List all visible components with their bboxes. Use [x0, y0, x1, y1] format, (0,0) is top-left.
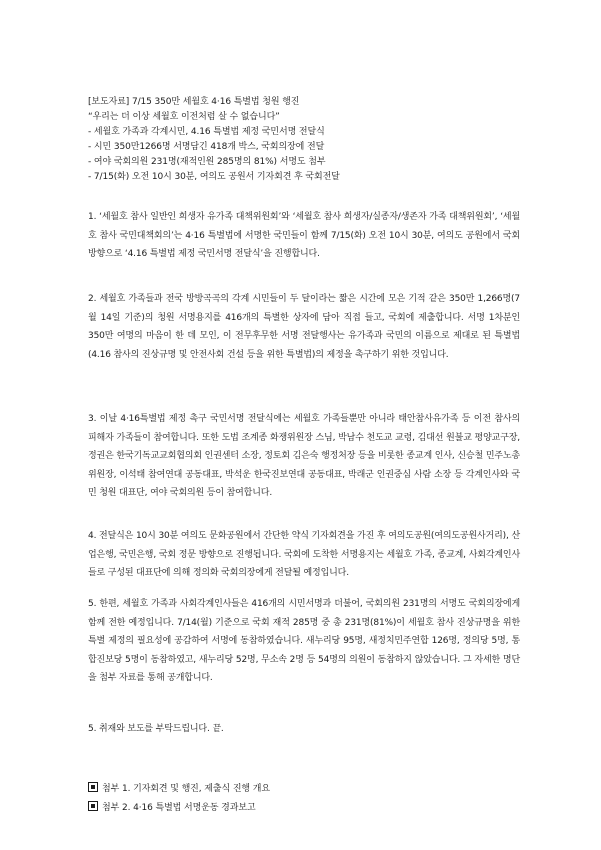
press-release-title: [보도자료] 7/15 350만 세월호 4·16 특별법 청원 행진: [88, 97, 300, 107]
press-release-header: [88, 95, 528, 185]
square-bullet-icon: [88, 782, 98, 792]
attachment-item: [88, 780, 528, 799]
paragraph-1: 1. ‘세월호 참사 일반인 희생자 유가족 대책위원회’와 ‘세월호 참사 희생자/실종자/생존자 가족 대책위원회’, ‘세월호 참사 국민대책회의’는 4·16 특별법에 서명한 국민들이 함께 7/15(화) 오전 10시 30분, 여의도 공원에서 국회 방향으로 ‘4.16 특별법 제정 국민서명 전달식’을 진행합니다.: [88, 212, 520, 259]
summary-bullet: - 여야 국회의원 231명(재적인원 285명의 81%) 서명도 첨부: [88, 157, 326, 167]
closing-paragraph: 5. 취재와 보도를 부탁드립니다. 끝.: [88, 724, 224, 734]
summary-bullet: - 7/15(화) 오전 10시 30분, 여의도 공원서 기자회견 후 국회전달: [88, 172, 340, 182]
paragraph-5: 5. 한편, 세월호 가족과 사회각계인사들은 416개의 시민서명과 더불어, 국회의원 231명의 서명도 국회의장에게 함께 전한 예정입니다. 7/14(월) 기준으로 국회 재적 285명 중 총 231명(81%)이 세월호 참사 진상규명을 위한 특별 제정의 필요성에 공감하여 서명에 동참하였습니다. 새누리당 95명, 새정치민주연합 126명, 정의당 5명, 통합진보당 5명이 동참하였고, 새누리당 52명, 무소속 2명 등 54명의 의원이 동참하지 않았습니다. 그 자세한 명단을 첨부 자료를 통해 공개합니다.: [88, 599, 520, 683]
headline-quote: “우리는 더 이상 세월호 이전처럼 살 수 없습니다”: [88, 112, 280, 122]
paragraph-2: 2. 세월호 가족들과 전국 방방곡곡의 각계 시민들이 두 달이라는 짧은 시간에 모은 기적 같은 350만 1,266명(7월 14일 기준)의 청원 서명용지를 416개의 특별한 상자에 담아 직접 들고, 국회에 제출합니다. 서명 1차분인 350만 여명의 마음이 한 데 모인, 이 전무후무한 서명 전달행사는 유가족과 국민의 이름으로 제대로 된 특별법(4.16 참사의 진상규명 및 안전사회 건설 등을 위한 특별법)의 제정을 촉구하기 위한 것입니다.: [88, 294, 520, 360]
paragraph-4: 4. 전달식은 10시 30분 여의도 문화공원에서 간단한 약식 기자회견을 가진 후 여의도공원(여의도공원사거리), 산업은행, 국민은행, 국회 정문 방향으로 진행됩니다. 국회에 도착한 서명용지는 세월호 가족, 종교계, 사회각계인사들로 구성된 대표단에 의해 정의화 국회의장에게 전달될 예정입니다.: [88, 531, 520, 578]
attachment-label: 첨부 1. 기자회견 및 행진, 제출식 진행 개요: [102, 784, 270, 794]
attachment-label: 첨부 2. 4·16 특별법 서명운동 경과보고: [102, 803, 256, 813]
summary-bullet: - 세월호 가족과 각계시민, 4.16 특별법 제정 국민서명 전달식: [88, 127, 325, 137]
attachments-list: [88, 780, 528, 818]
attachment-item: [88, 799, 528, 818]
summary-bullet: - 시민 350만1266명 서명담긴 418개 박스, 국회의장에 전달: [88, 142, 325, 152]
square-bullet-icon: [88, 801, 98, 811]
paragraph-3: 3. 이날 4·16특별법 제정 촉구 국민서명 전달식에는 세월호 가족들뿐만 아니라 태안참사유가족 등 이전 참사의 피해자 가족들이 참여합니다. 또한 도법 조계종 화쟁위원장 스님, 박남수 천도교 교령, 김대선 원불교 평양교구장, 정권은 한국기독교교회협의회 인권센터 소장, 정토회 김은숙 행정처장 등을 비롯한 종교계 인사, 신승철 민주노총 위원장, 이석태 참여연대 공동대표, 박석운 한국진보연대 공동대표, 박래군 인권중심 사람 소장 등 각계인사와 국민 청원 대표단, 여야 국회의원 등이 참여합니다.: [88, 414, 520, 498]
